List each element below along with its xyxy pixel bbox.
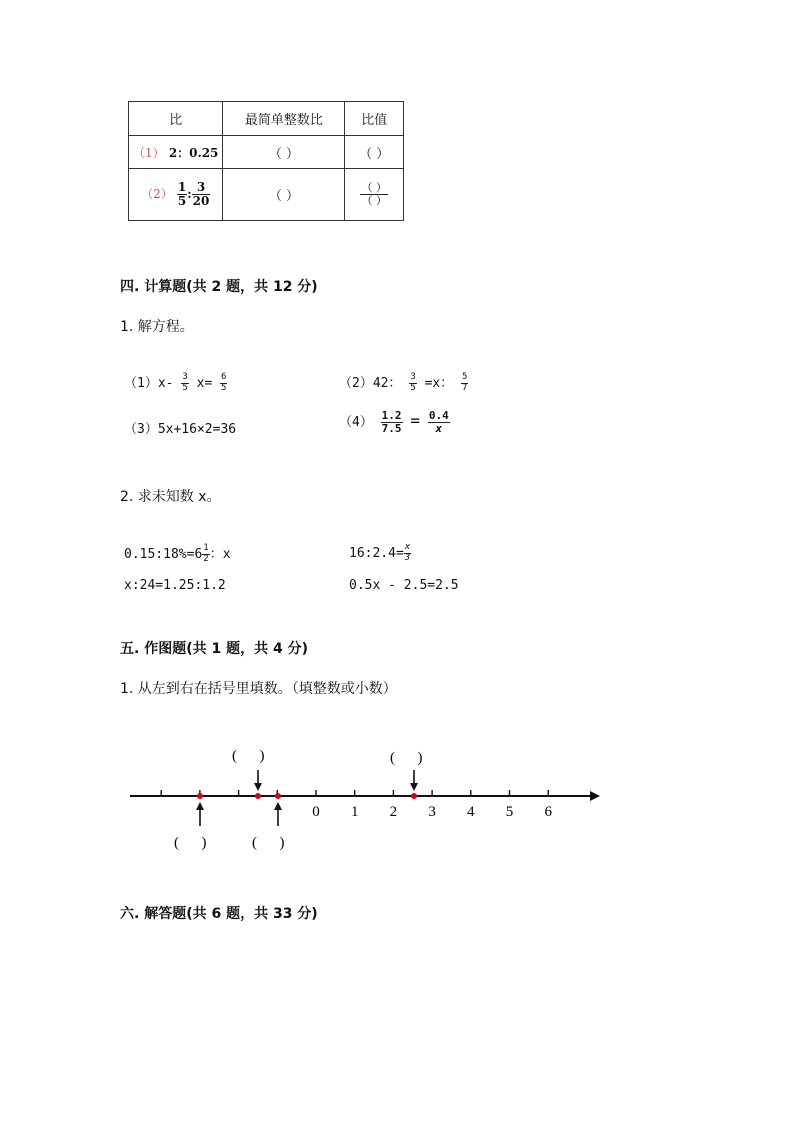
- section-4-heading: 四. 计算题(共 2 题，共 12 分): [120, 279, 318, 295]
- simplest-blank[interactable]: （ ）: [223, 169, 345, 221]
- fraction: $\frac{5}{7}$: [462, 372, 468, 393]
- simplest-blank[interactable]: （ ）: [223, 136, 345, 169]
- question-5-1-title: 1. 从左到右在括号里填数。（填整数或小数）: [120, 681, 397, 697]
- fraction: $\frac{3}{20}$: [192, 179, 210, 208]
- equation-3: （3）5x+16×2=36: [124, 422, 237, 437]
- ratio-text: 2：0.25: [168, 145, 219, 160]
- tick-label: 3: [428, 804, 436, 820]
- number-line-labels: [312, 804, 552, 820]
- blank-bottom-2[interactable]: ( ): [252, 835, 285, 851]
- fraction: $\frac{0.4}{x}$: [428, 409, 449, 436]
- equation-5: 0.15:18%=6 $\frac{1}{2}$ ：x: [124, 543, 231, 564]
- tick-label: 4: [467, 804, 475, 820]
- equation-4: （4） $\frac{1.2}{7.5}$ = $\frac{0.4}{x}$: [339, 409, 449, 436]
- top-arrow-1-head: [254, 783, 262, 791]
- point-c: [275, 793, 281, 799]
- section-6-heading: 六. 解答题(共 6 题，共 33 分): [120, 906, 318, 922]
- blank-bottom-1[interactable]: ( ): [174, 835, 207, 851]
- equation-7: x:24=1.25:1.2: [124, 578, 226, 593]
- point-d: [411, 793, 417, 799]
- bottom-arrow-1-head: [196, 802, 204, 810]
- header-value: 比值: [345, 102, 404, 136]
- tick-label: 6: [544, 804, 552, 820]
- blank-top-1[interactable]: ( ): [232, 748, 265, 764]
- fraction: $\frac{1.2}{7.5}$: [381, 409, 402, 436]
- fraction: $\frac{6}{5}$: [221, 372, 227, 393]
- value-fraction-blank: $\frac{( )}{( )}$: [361, 180, 387, 207]
- equation-6: 16:2.4= $\frac{x}{3}$: [349, 542, 411, 563]
- blank-top-2[interactable]: ( ): [390, 750, 423, 766]
- equation-8: 0.5x - 2.5=2.5: [349, 578, 459, 593]
- tick-label: 0: [312, 804, 320, 820]
- fraction: $\frac{1}{2}$: [203, 543, 209, 564]
- tick-label: 5: [505, 804, 514, 820]
- fraction: $\frac{3}{5}$: [182, 372, 188, 393]
- tick-label: 1: [350, 804, 359, 820]
- header-ratio: 比: [129, 102, 223, 136]
- tick-label: 2: [389, 804, 398, 820]
- row-number: （1）: [133, 145, 165, 160]
- question-2-title: 2. 求未知数 x。: [120, 489, 221, 505]
- number-line-arrow-head: [590, 791, 600, 801]
- point-a: [197, 793, 203, 799]
- fraction: $\frac{3}{5}$: [410, 372, 416, 393]
- section-5-heading: 五. 作图题(共 1 题，共 4 分): [120, 641, 308, 657]
- ratio-separator: :: [187, 187, 192, 201]
- point-b: [255, 793, 261, 799]
- equation-1: （1）x- $\frac{3}{5}$ x= $\frac{6}{5}$: [124, 372, 227, 393]
- top-arrow-2-head: [410, 783, 418, 791]
- row-number: （2）: [141, 187, 173, 201]
- bottom-arrow-2-head: [274, 802, 282, 810]
- value-blank[interactable]: （ ）: [345, 136, 404, 169]
- fraction: $\frac{x}{3}$: [404, 542, 411, 563]
- header-simplest: 最简单整数比: [223, 102, 345, 136]
- question-1-title: 1. 解方程。: [120, 319, 194, 335]
- equation-2: （2）42： $\frac{3}{5}$ =x： $\frac{5}{7}$: [339, 372, 468, 393]
- fraction: $\frac{1}{5}$: [177, 179, 187, 208]
